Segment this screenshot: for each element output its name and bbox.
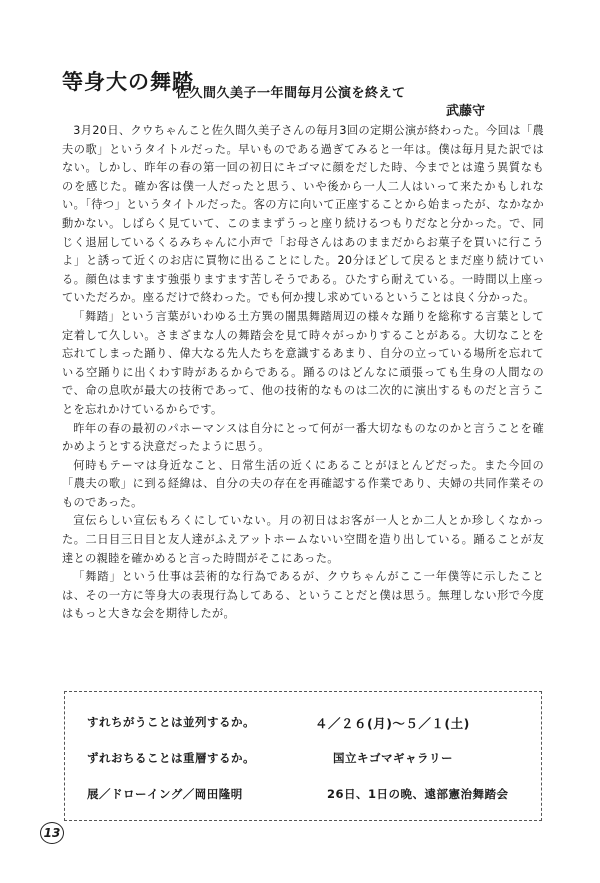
notice-line-3: 展／ドローイング／岡田隆明 bbox=[87, 787, 243, 801]
page-number: 13 bbox=[40, 822, 64, 844]
article-body bbox=[62, 122, 544, 624]
notice-venue: 国立キゴマギャラリー bbox=[333, 751, 453, 765]
notice-dates: ４／２６(月)～５／１(土) bbox=[315, 716, 470, 731]
exhibition-notice-box bbox=[64, 691, 542, 821]
notice-performance: 26日、1日の晩、遠部憲治舞踏会 bbox=[327, 787, 509, 801]
article-author: 武藤守 bbox=[446, 104, 486, 119]
paragraph-5: 宣伝らしい宣伝もろくにしていない。月の初日はお客が一人とか二人とか珍しくなかった。二日目三日目と友人達がふえアットホームないい空間を造り出している。踊ることが友達との親睦を確かめると言った時間がそこにあった。 bbox=[62, 514, 544, 565]
notice-line-2: ずれおちることは重層するか。 bbox=[87, 751, 255, 765]
paragraph-3: 昨年の春の最初のパホーマンスは自分にとって何が一番大切なものなのかと言うことを確かめようとする決意だったように思う。 bbox=[62, 421, 544, 454]
article-subtitle: 佐久間久美子一年間毎月公演を終えて bbox=[176, 86, 406, 101]
paragraph-6: 「舞踏」という仕事は芸術的な行為であるが、クウちゃんがここ一年僕等に示したことは、その一方に等身大の表現行為してある、ということだと僕は思う。無理しない形で今度はもっと大きな会を期待したが。 bbox=[62, 570, 544, 621]
paragraph-4: 何時もテーマは身近なこと、日常生活の近くにあることがほとんどだった。また今回の「農夫の歌」に到る経緯は、自分の夫の存在を再確認する作業であり、夫婦の共同作業そのものであった。 bbox=[62, 458, 544, 509]
paragraph-1: 3月20日、クウちゃんこと佐久間久美子さんの毎月3回の定期公演が終わった。今回は「農夫の歌」というタイトルだった。早いものである過ぎてみると一年は。僕は毎月見た訳ではない。しかし、昨年の春の第一回の初日にキゴマに顔をだした時、今までとは違う異質なものを感じた。確か客は僕一人だったと思う、いや後から一人二人はいって来たかもしれない。「待つ」というタイトルだった。客の方に向いて正座することから始まったが、なかなか動かない。しばらく見ていて、このままずうっと座り続けるつもりだなと分かった。で、同じく退屈しているくるみちゃんに小声で「お母さんはあのままだからお菓子を買いに行こうよ」と誘って近くのお店に買物に出ることにした。20分ほどして戻るとまだ座り続けている。顔色はますます強張りますます苦しそうである。ひたすら耐えている。一時間以上座っていただろか。座るだけで終わった。でも何か捜し求めているということは良く分かった。 bbox=[62, 124, 544, 305]
paragraph-2: 「舞踏」という言葉がいわゆる土方巽の闇黒舞踏周辺の様々な踊りを総称する言葉として定着して久しい。さまざまな人の舞踏会を見て時々がっかりすることがある。大切なことを忘れてしまった踊り、偉大なる先人たちを意識するあまり、自分の立っている場所を忘れている空踊りに出くわす時があるからである。踊るのはどんなに頑張っても生身の人間なので、命の息吹が最大の技術であって、他の技術的なものは二次的に演出するものだと言うことを忘れかけているからです。 bbox=[62, 309, 544, 416]
article-title: 等身大の舞踏 bbox=[62, 70, 194, 94]
notice-line-1: すれちがうことは並列するか。 bbox=[87, 715, 255, 729]
